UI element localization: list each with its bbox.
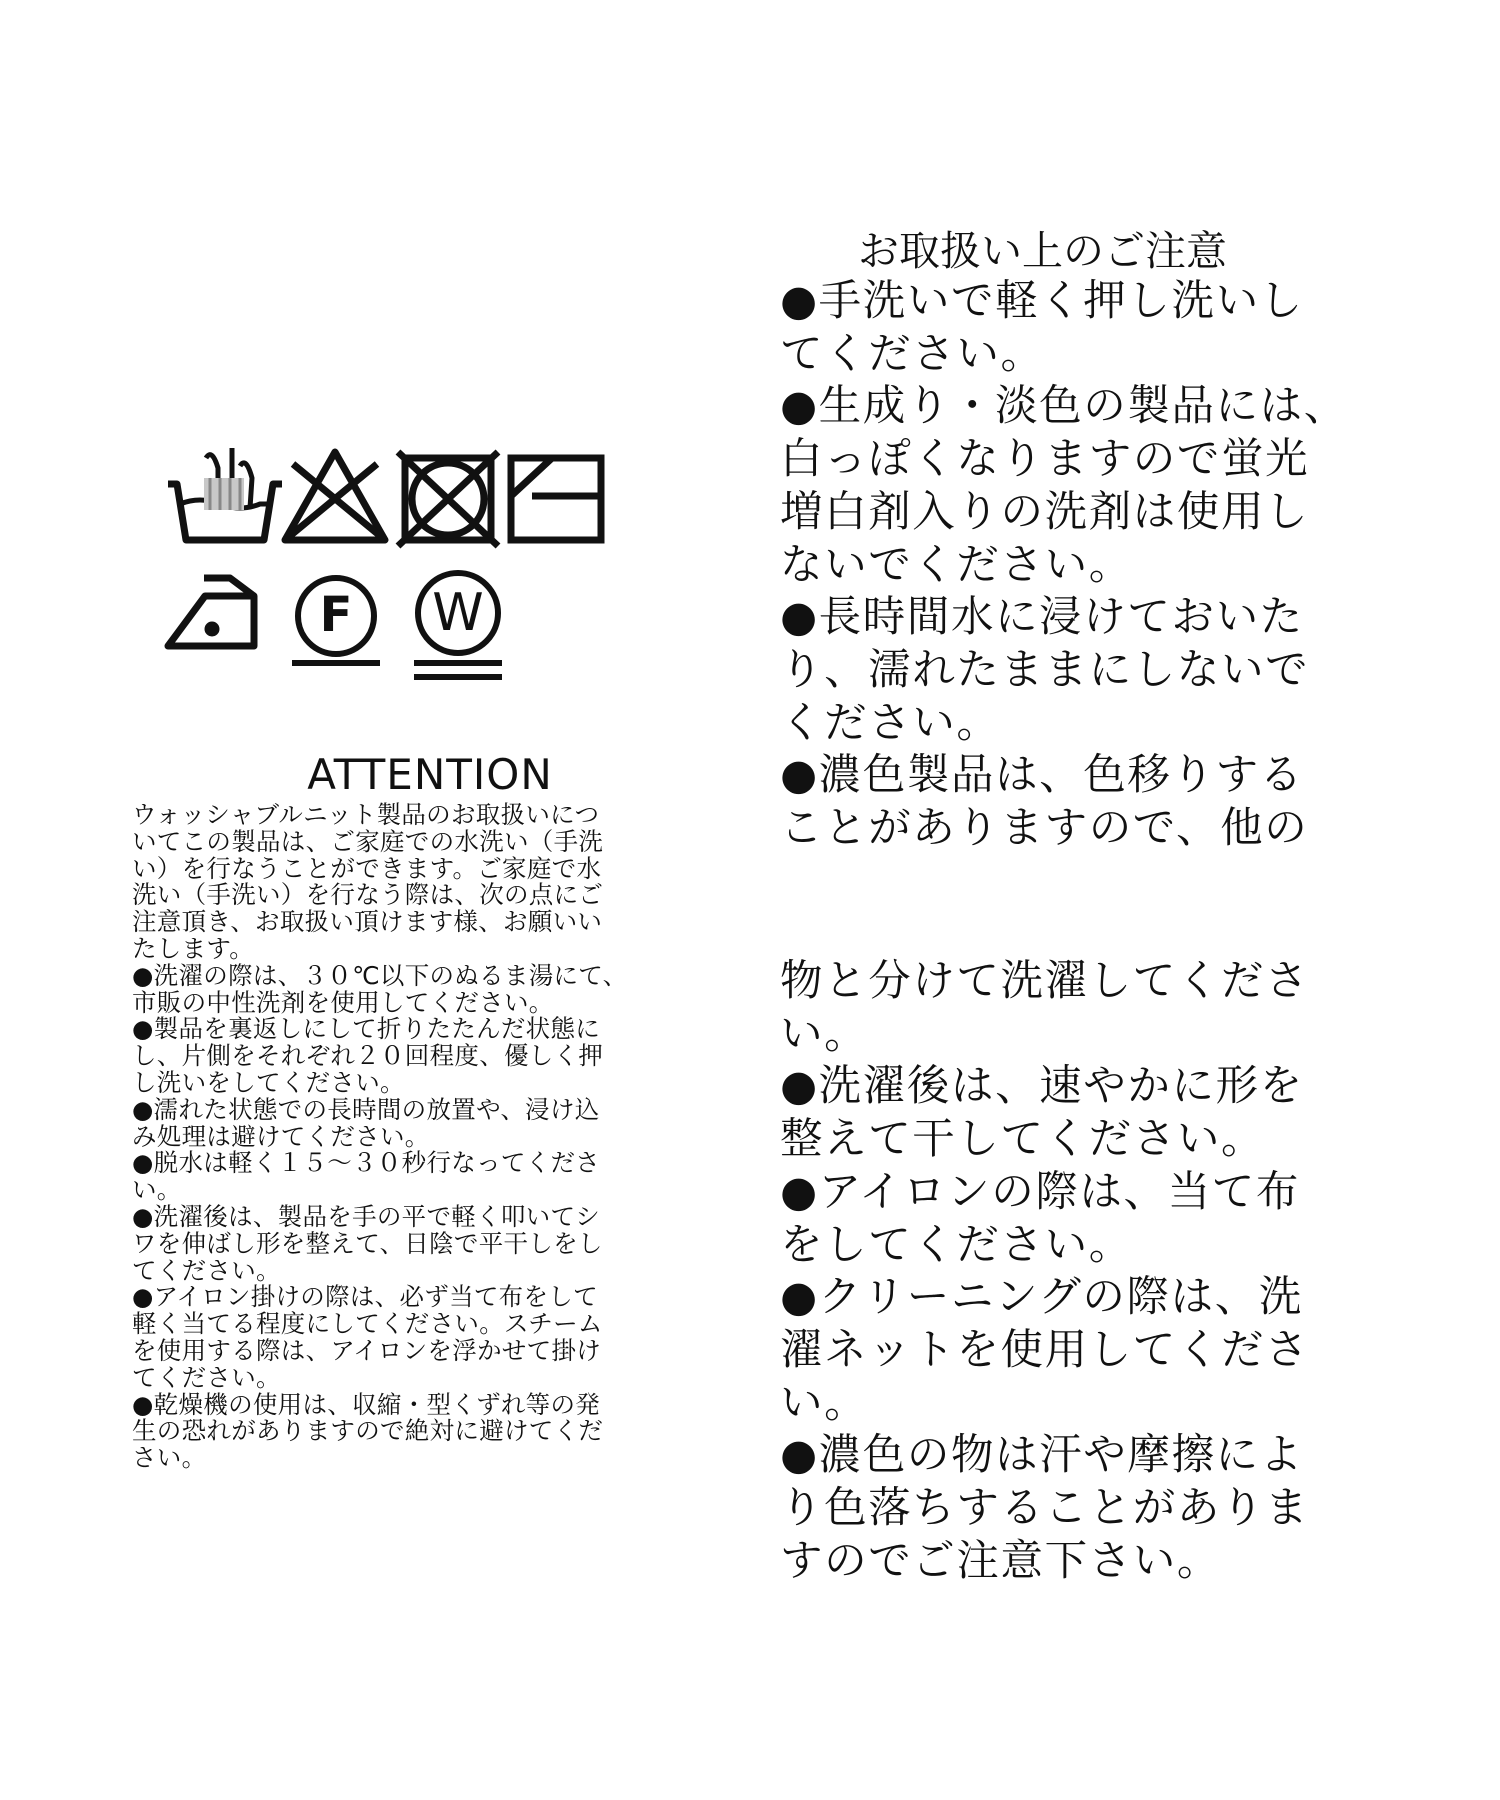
attention-line: ウォッシャブルニット製品のお取扱いにつ [132,800,600,829]
iron-low-icon [168,578,254,646]
attention-line: 注意頂き、お取扱い頂けます様、お願いい [132,907,603,937]
attention-line: を使用する際は、アイロンを浮かせて掛け [132,1335,601,1365]
attention-line: てください。 [132,1362,281,1392]
handling-notice-section [780,226,1380,856]
attention-line: さい。 [132,1443,207,1473]
notice-line: い。 [780,1378,869,1428]
attention-line: ●アイロン掛けの際は、必ず当て布をして [132,1282,598,1312]
attention-line: たします。 [132,933,255,963]
attention-line: ●乾燥機の使用は、収縮・型くずれ等の発 [132,1389,601,1419]
wet-clean-w-letter: W [432,583,484,643]
attention-title: ATTENTION [307,750,553,799]
notice-line: ●手洗いで軽く押し洗いし [780,277,1304,326]
notice-line: てください。 [780,329,1045,379]
care-symbols [160,448,640,698]
attention-line: み処理は避けてください。 [132,1121,430,1151]
notice-line: すのでご注意下さい。 [780,1536,1222,1586]
line-dry-shade-icon [511,458,601,540]
dry-clean-f-letter: F [319,587,353,643]
attention-line: し洗いをしてください。 [132,1067,405,1097]
care-symbols-svg [160,448,640,698]
attention-line: てください。 [132,1255,281,1285]
attention-line: 市販の中性洗剤を使用してください。 [132,987,554,1017]
attention-line: ●洗濯の際は、３０℃以下のぬるま湯にて、 [132,960,628,990]
attention-line: 洗い（手洗い）を行なう際は、次の点にご [132,880,604,910]
handling-notice-title: お取扱い上のご注意 [858,227,1227,275]
attention-line: ●製品を裏返しにして折りたたんだ状態に [132,1014,601,1044]
no-tumble-dry-icon [398,452,498,546]
attention-line: し、片側をそれぞれ２０回程度、優しく押 [132,1041,604,1071]
hand-wash-icon [168,448,282,540]
attention-line: い。 [132,1175,182,1205]
notice-line: ●アイロンの際は、当て布 [780,1167,1300,1217]
notice-line: ●濃色製品は、色移りする [780,751,1304,801]
notice-line: ●生成り・淡色の製品には、 [780,382,1348,432]
notice-line: 白っぽくなりますので蛍光 [780,435,1310,485]
attention-line: ●脱水は軽く１５～３０秒行なってくださ [132,1148,601,1178]
notice-line: 濯ネットを使用してくださ [780,1325,1310,1375]
notice-line: ●クリーニングの際は、洗 [780,1273,1303,1323]
attention-line: ●洗濯後は、製品を手の平で軽く叩いてシ [132,1201,601,1231]
notice-line: ●長時間水に浸けておいた [780,593,1304,643]
attention-line: ワを伸ばし形を整えて、日陰で平干しをし [132,1228,603,1258]
notice-line: ●濃色の物は汗や摩擦によ [780,1431,1304,1481]
notice-line: 物と分けて洗濯してくださ [780,957,1310,1006]
notice-line: り、濡れたままにしないで [780,645,1310,695]
notice-line: 整えて干してください。 [780,1115,1266,1165]
wet-clean-w-icon [414,573,502,677]
notice-line: ことがありますので、他の [780,804,1309,854]
attention-line: 軽く当てる程度にしてください。スチーム [132,1309,603,1339]
attention-line: い）を行なうことができます。ご家庭で水 [132,853,602,883]
attention-line: いてこの製品は、ご家庭での水洗い（手洗 [132,826,604,856]
attention-line: ●濡れた状態での長時間の放置や、浸け込 [132,1094,600,1124]
no-bleach-icon [285,452,385,540]
handling-notice-continued [780,956,1380,1588]
notice-line: ないでください。 [780,540,1133,590]
attention-body [132,802,692,1472]
attention-section [132,752,692,1472]
notice-line: ください。 [780,698,1001,748]
notice-line: り色落ちすることがありま [780,1484,1310,1534]
dry-clean-f-icon [292,578,380,663]
attention-line: 生の恐れがありますので絶対に避けてくだ [132,1416,604,1446]
notice-line: い。 [780,1009,869,1059]
notice-line: 増白剤入りの洗剤は使用し [780,487,1310,537]
notice-line: をしてください。 [780,1220,1133,1270]
notice-line: ●洗濯後は、速やかに形を [780,1062,1304,1112]
